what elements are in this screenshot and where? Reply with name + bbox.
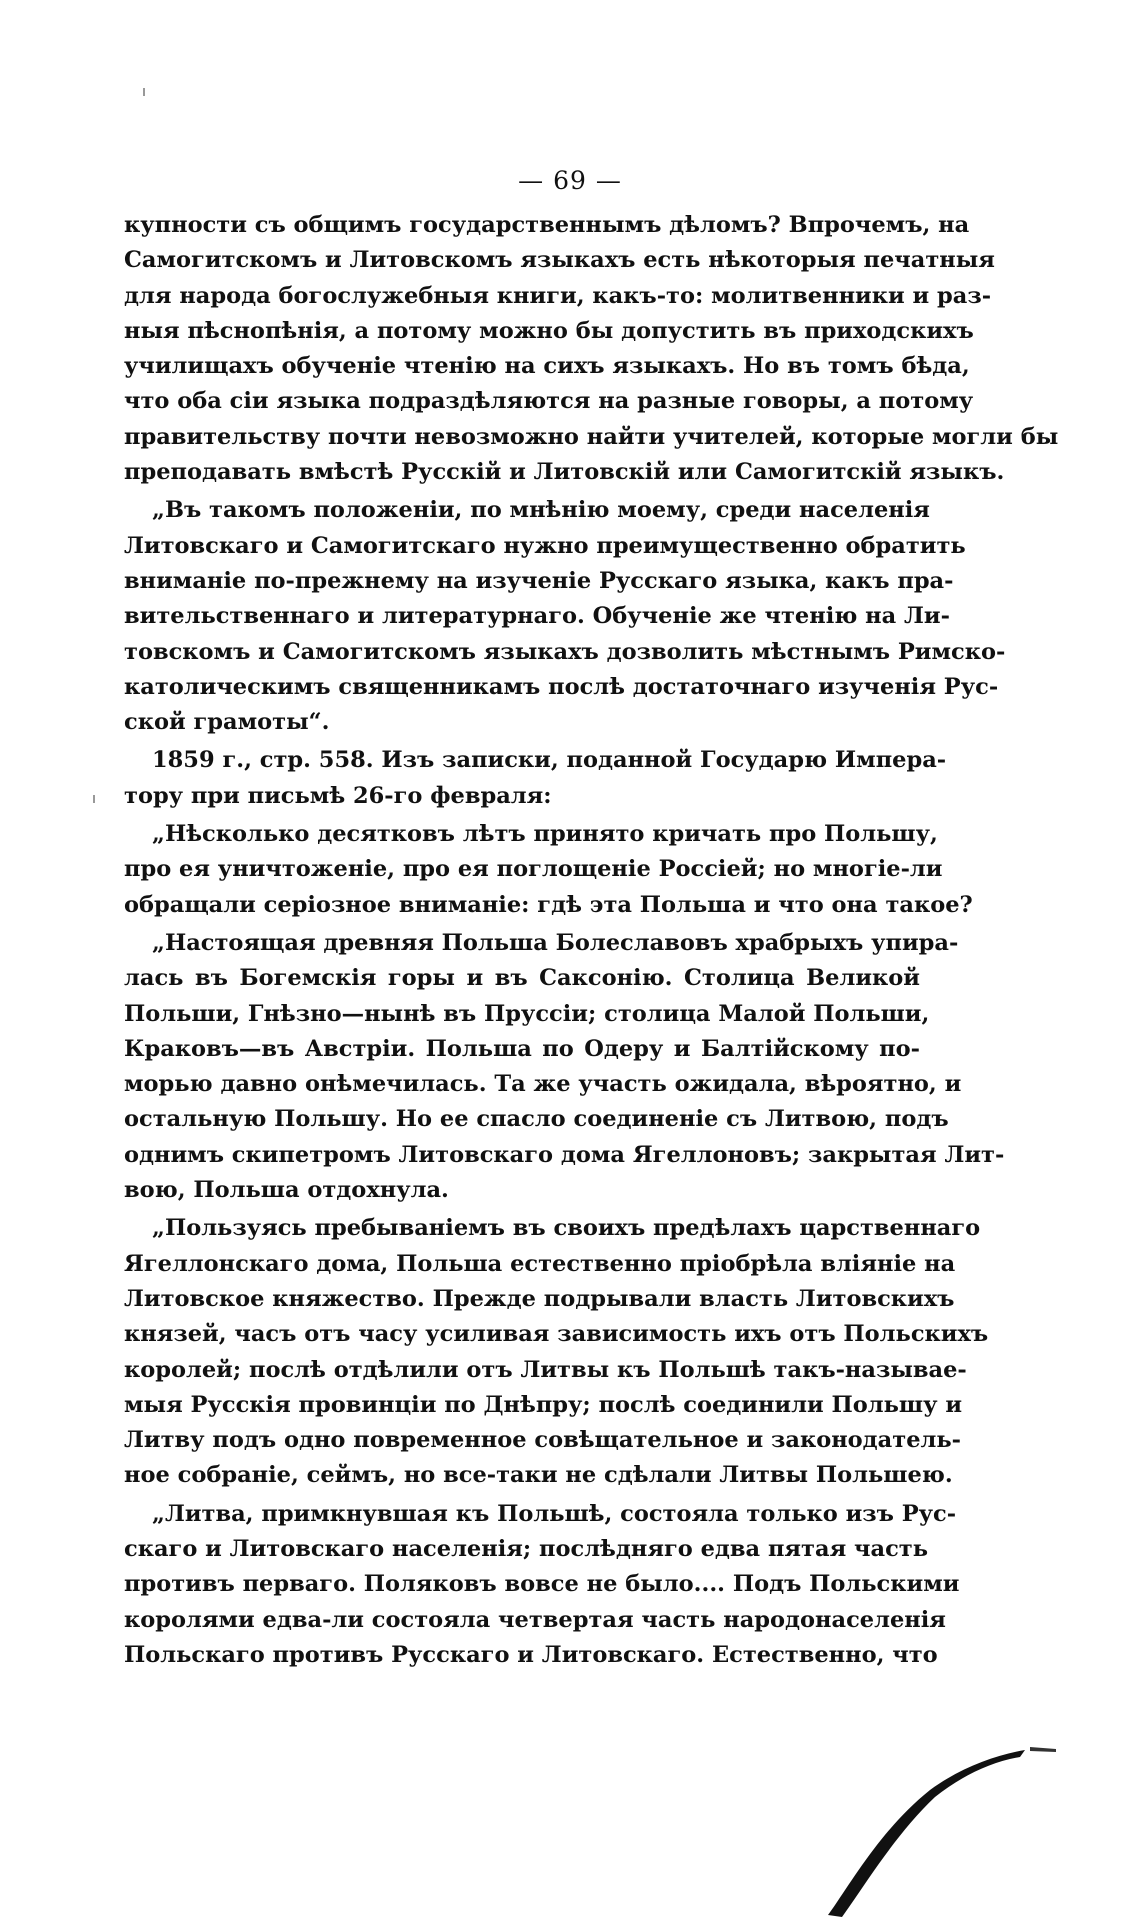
text-line: Литовское княжество. Прежде подрывали власть Литовскихъ (124, 1285, 955, 1312)
text-line: Литовскаго и Самогитскаго нужно преимущественно обратить (124, 532, 966, 559)
text-line: остальную Польшу. Но ее спасло соединеніе съ Литвою, подъ (124, 1106, 949, 1133)
text-line: Ягеллонскаго дома, Польша естественно пріобрѣла вліяніе на (124, 1250, 956, 1277)
text-line: „Пользуясь пребываніемъ въ своихъ предѣлахъ царственнаго (152, 1215, 981, 1242)
text-line: Краковъ—въ Австріи. Польша по Одеру и Балтійскому по- (124, 1035, 920, 1062)
text-line: что оба сіи языка подраздѣляются на разные говоры, а потому (124, 388, 974, 415)
text-line: правительству почти невозможно найти учителей, которые могли бы (124, 423, 1059, 450)
body-text (124, 208, 1059, 1673)
text-line: однимъ скипетромъ Литовскаго дома Ягеллоновъ; закрытая Лит- (124, 1141, 1005, 1168)
text-line: вниманіе по-прежнему на изученіе Русскаго языка, какъ пра- (124, 567, 954, 594)
text-line: для народа богослужебныя книги, какъ-то: молитвенники и раз- (124, 282, 992, 309)
text-line: скаго и Литовскаго населенія; послѣдняго едва пятая часть (124, 1535, 928, 1562)
scan-speck (143, 88, 145, 96)
page-number: — 69 — (518, 166, 622, 195)
text-line: товскомъ и Самогитскомъ языкахъ дозволить мѣстнымъ Римско- (124, 638, 1006, 665)
text-line: мыя Русскія провинціи по Днѣпру; послѣ соединили Польшу и (124, 1391, 963, 1418)
text-line: 1859 г., стр. 558. Изъ записки, поданной Государю Импера- (152, 747, 947, 774)
text-line: Польши, Гнѣзно—нынѣ въ Пруссіи; столица Малой Польши, (124, 1000, 930, 1027)
text-line: „Настоящая древняя Польша Болеславовъ храбрыхъ упира- (152, 929, 959, 956)
text-line: королями едва-ли состояла четвертая часть народонаселенія (124, 1606, 946, 1633)
text-line: „Литва, примкнувшая къ Польшѣ, состояла только изъ Рус- (152, 1500, 957, 1527)
text-line: вою, Польша отдохнула. (124, 1177, 449, 1204)
text-line: училищахъ обученіе чтенію на сихъ языкахъ. Но въ томъ бѣда, (124, 353, 970, 380)
text-line: преподавать вмѣстѣ Русскій и Литовскій или Самогитскій языкъ. (124, 459, 1005, 486)
scan-speck (93, 795, 95, 803)
text-line: королей; послѣ отдѣлили отъ Литвы къ Польшѣ такъ-называе- (124, 1356, 967, 1383)
text-line: „Нѣсколько десятковъ лѣтъ принято кричать про Польшу, (152, 821, 938, 848)
text-line: противъ перваго. Поляковъ вовсе не было.... Подъ Польскими (124, 1571, 960, 1598)
text-line: тору при письмѣ 26-го февраля: (124, 782, 552, 809)
text-line: Литву подъ одно повременное совѣщательное и законодатель- (124, 1427, 961, 1454)
text-line: князей, часъ отъ часу усиливая зависимость ихъ отъ Польскихъ (124, 1321, 989, 1348)
text-line: Самогитскомъ и Литовскомъ языкахъ есть нѣкоторыя печатныя (124, 247, 995, 274)
text-line: ныя пѣснопѣнія, а потому можно бы допустить въ приходскихъ (124, 317, 974, 344)
text-line: купности съ общимъ государственнымъ дѣломъ? Впрочемъ, на (124, 212, 970, 238)
text-line: католическимъ священникамъ послѣ достаточнаго изученія Рус- (124, 673, 999, 700)
pencil-stroke-mark (820, 1735, 1060, 1920)
text-line: Польскаго противъ Русскаго и Литовскаго. Естественно, что (124, 1641, 938, 1668)
text-line: про ея уничтоженіе, про ея поглощеніе Россіей; но многіе-ли (124, 856, 943, 883)
text-line: обращали серіозное вниманіе: гдѣ эта Польша и что она такое? (124, 891, 973, 918)
text-line: ное собраніе, сеймъ, но все-таки не сдѣлали Литвы Польшею. (124, 1462, 953, 1489)
text-line: „Въ такомъ положеніи, по мнѣнію моему, среди населенія (152, 497, 930, 524)
text-line: лась въ Богемскія горы и въ Саксонію. Столица Великой (124, 965, 920, 992)
text-line: вительственнаго и литературнаго. Обученіе же чтенію на Ли- (124, 603, 950, 630)
text-line: ской грамоты“. (124, 709, 330, 736)
text-line: морью давно онѣмечилась. Та же участь ожидала, вѣроятно, и (124, 1071, 962, 1098)
